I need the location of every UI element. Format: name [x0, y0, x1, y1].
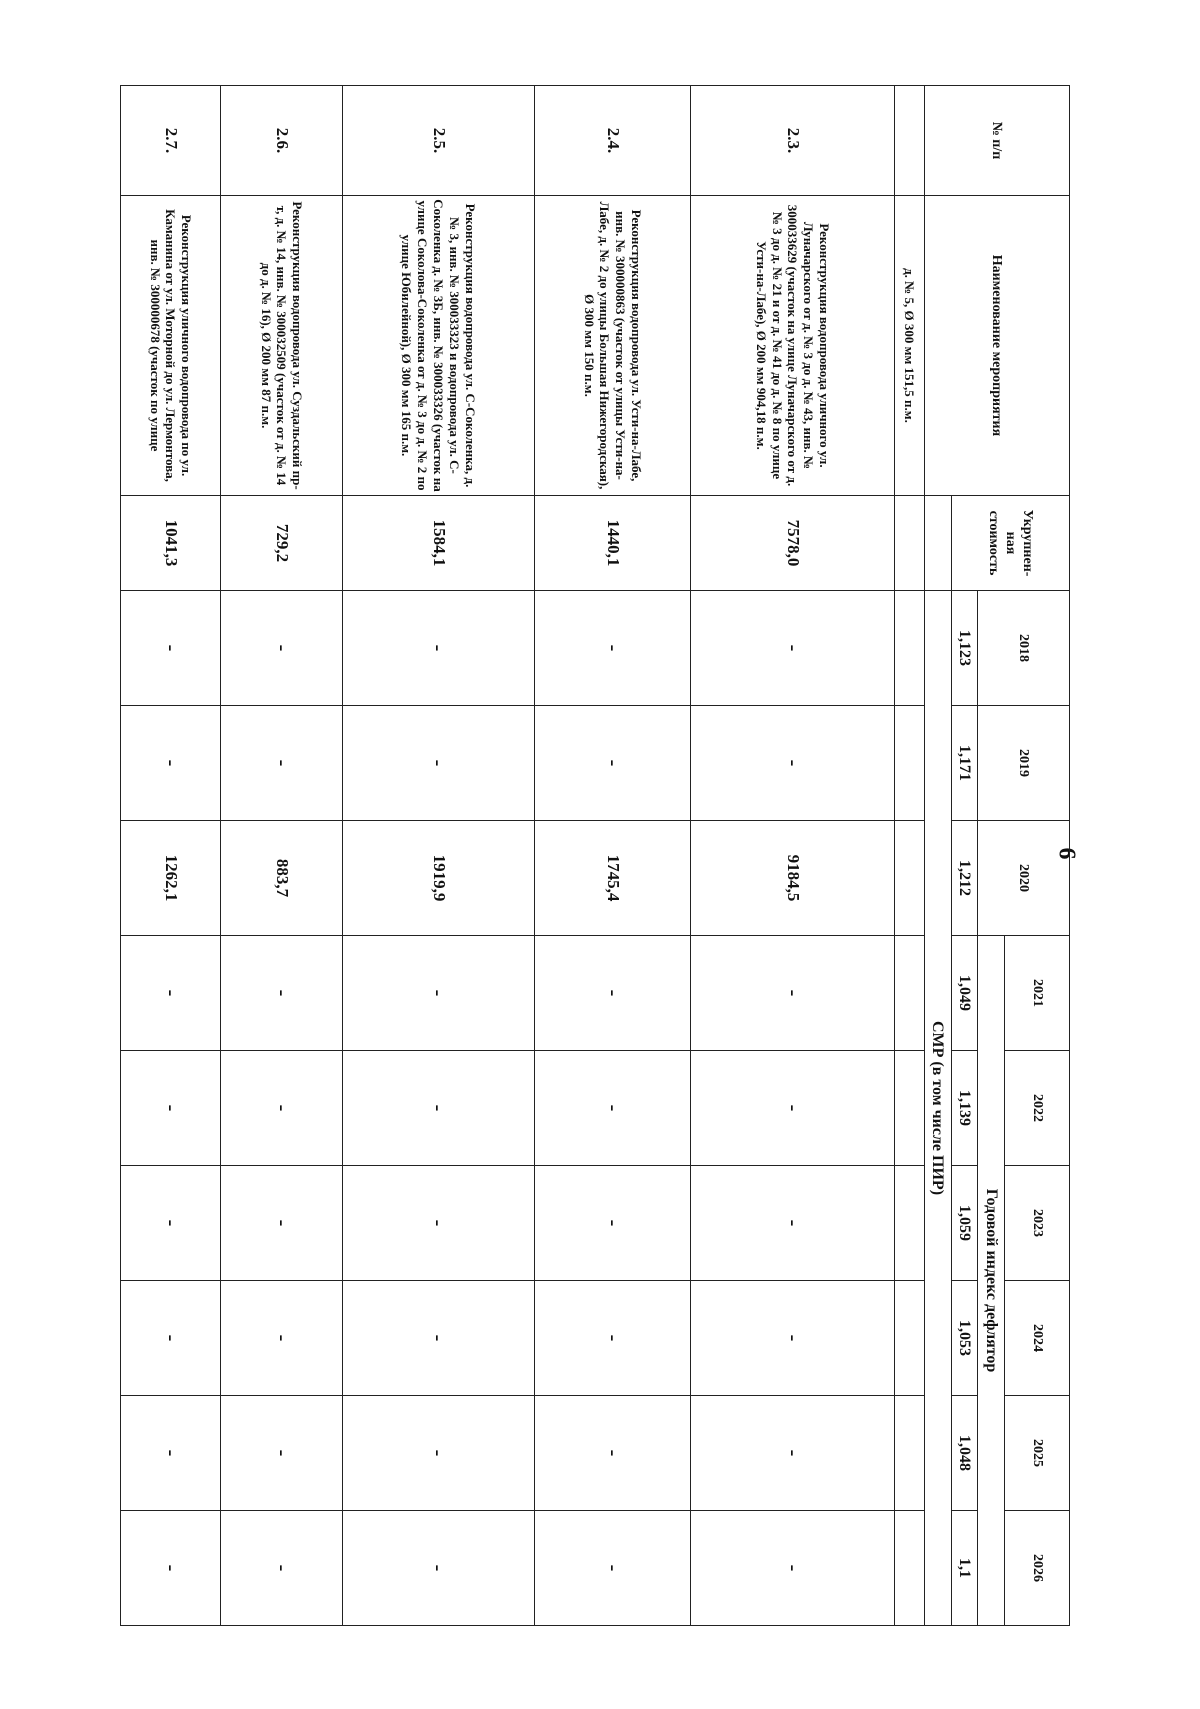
- header-cost-blank: [924, 496, 951, 591]
- smr-label: СМР (в том числе ПИР): [924, 591, 951, 1626]
- row-year-value: -: [534, 1396, 691, 1511]
- table-row: [691, 86, 894, 1626]
- row-number: 2.7.: [121, 86, 221, 196]
- deflator-label: Годовой индекс дефлятор: [978, 936, 1005, 1626]
- deflator-value: 1,123: [951, 591, 978, 706]
- header-year: 2018: [978, 591, 1070, 706]
- row-year-value: 1745,4: [534, 821, 691, 936]
- row-year-value: -: [342, 936, 534, 1051]
- header-year: 2021: [1004, 936, 1069, 1051]
- row-year-value: [894, 936, 924, 1051]
- row-year-value: -: [220, 591, 342, 706]
- header-year: 2024: [1004, 1281, 1069, 1396]
- row-year-value: -: [691, 1511, 894, 1626]
- deflator-value: 1,1: [951, 1511, 978, 1626]
- header-name: Наименование мероприятия: [924, 196, 1069, 496]
- row-number: 2.4.: [534, 86, 691, 196]
- page-number: 6: [1053, 847, 1080, 860]
- row-year-value: -: [534, 1511, 691, 1626]
- row-year-value: -: [342, 1281, 534, 1396]
- header-cost: Укрупнен-ная стоимость: [951, 496, 1069, 591]
- row-year-value: -: [121, 706, 221, 821]
- row-year-value: -: [534, 1051, 691, 1166]
- header-year: 2019: [978, 706, 1070, 821]
- row-year-value: 1919,9: [342, 821, 534, 936]
- row-year-value: [894, 1051, 924, 1166]
- row-year-value: -: [342, 1396, 534, 1511]
- header-year: 2026: [1004, 1511, 1069, 1626]
- deflator-value: 1,049: [951, 936, 978, 1051]
- deflator-value: 1,212: [951, 821, 978, 936]
- row-cost: 1584,1: [342, 496, 534, 591]
- row-year-value: -: [220, 1396, 342, 1511]
- row-year-value: -: [534, 591, 691, 706]
- row-year-value: [894, 1166, 924, 1281]
- investment-program-table: [120, 85, 1070, 1626]
- row-year-value: -: [691, 1281, 894, 1396]
- row-year-value: -: [220, 1166, 342, 1281]
- row-year-value: 1262,1: [121, 821, 221, 936]
- row-year-value: [894, 706, 924, 821]
- row-year-value: 9184,5: [691, 821, 894, 936]
- row-year-value: -: [342, 706, 534, 821]
- header-year: 2020: [978, 821, 1070, 936]
- row-year-value: [894, 1396, 924, 1511]
- row-cost: 1440,1: [534, 496, 691, 591]
- table-row: [894, 86, 924, 1626]
- row-year-value: -: [121, 1281, 221, 1396]
- header-no: № п/п: [924, 86, 1069, 196]
- row-cost: 7578,0: [691, 496, 894, 591]
- deflator-value: 1,171: [951, 706, 978, 821]
- row-number: 2.5.: [342, 86, 534, 196]
- row-year-value: -: [691, 1396, 894, 1511]
- table-row: [534, 86, 691, 1626]
- row-year-value: -: [342, 591, 534, 706]
- row-year-value: -: [691, 706, 894, 821]
- deflator-value: 1,059: [951, 1166, 978, 1281]
- row-year-value: -: [534, 1166, 691, 1281]
- row-name: Реконструкция водопровода уличного ул. Луначарского от д. № 3 до д. № 43, инв. № 300033629 (участок на улице Луначарского от д. № 3 до д. № 21 и от д. № 41 до д. № 8 по улице Усти-на-Лабе), Ø 200 мм 904,18 п.м.: [691, 196, 894, 496]
- row-year-value: -: [220, 1051, 342, 1166]
- row-name: Реконструкция уличного водопровода по ул. Каманина от ул. Моторной до ул. Лермонтова, инв. № 300000678 (участок по улице: [121, 196, 221, 496]
- row-year-value: -: [121, 591, 221, 706]
- row-name: д. № 5, Ø 300 мм 151,5 п.м.: [894, 196, 924, 496]
- row-year-value: -: [121, 1166, 221, 1281]
- row-year-value: [894, 821, 924, 936]
- row-number: 2.6.: [220, 86, 342, 196]
- row-name: Реконструкция водопровода ул. Усти-на-Лабе, инв. № 300000863 (участок от улицы Усти-на-Лабе, д. № 2 до улицы Большая Нижегородская), Ø 300 мм 150 п.м.: [534, 196, 691, 496]
- row-year-value: [894, 591, 924, 706]
- row-year-value: -: [534, 706, 691, 821]
- row-number: 2.3.: [691, 86, 894, 196]
- row-cost: 729,2: [220, 496, 342, 591]
- row-year-value: -: [691, 936, 894, 1051]
- row-year-value: -: [121, 936, 221, 1051]
- row-year-value: -: [691, 591, 894, 706]
- row-year-value: -: [534, 1281, 691, 1396]
- deflator-value: 1,048: [951, 1396, 978, 1511]
- row-year-value: -: [534, 936, 691, 1051]
- row-year-value: -: [220, 1511, 342, 1626]
- row-year-value: -: [342, 1511, 534, 1626]
- rotated-table-wrapper: [120, 85, 1070, 1625]
- row-year-value: -: [342, 1051, 534, 1166]
- row-year-value: -: [121, 1396, 221, 1511]
- row-number: [894, 86, 924, 196]
- row-year-value: [894, 1281, 924, 1396]
- deflator-value: 1,139: [951, 1051, 978, 1166]
- row-year-value: -: [691, 1166, 894, 1281]
- row-year-value: -: [220, 936, 342, 1051]
- table-row: [121, 86, 221, 1626]
- header-year: 2022: [1004, 1051, 1069, 1166]
- row-year-value: -: [121, 1511, 221, 1626]
- table-row: [342, 86, 534, 1626]
- row-year-value: -: [691, 1051, 894, 1166]
- row-cost: [894, 496, 924, 591]
- row-year-value: 883,7: [220, 821, 342, 936]
- row-year-value: [894, 1511, 924, 1626]
- row-name: Реконструкция водопровода ул. Суздальский пр-т, д. № 14, инв. № 300032509 (участок от д. № 14 до д. № 16), Ø 200 мм 87 п.м.: [220, 196, 342, 496]
- header-year: 2023: [1004, 1166, 1069, 1281]
- table-row: [220, 86, 342, 1626]
- row-year-value: -: [121, 1051, 221, 1166]
- deflator-value: 1,053: [951, 1281, 978, 1396]
- row-cost: 1041,3: [121, 496, 221, 591]
- header-row-years: [1004, 86, 1069, 1626]
- row-year-value: -: [220, 1281, 342, 1396]
- row-year-value: -: [342, 1166, 534, 1281]
- row-year-value: -: [220, 706, 342, 821]
- header-year: 2025: [1004, 1396, 1069, 1511]
- row-name: Реконструкция водопровода ул. С-Соколенка, д. № 3, инв. № 300033323 и водопровода ул. С-Соколенка д. № 3Б, инв. № 300033326 (участок на улице Соколова-Соколенка от д. № 3 до д. № 2 по улице Юбилейной), Ø 300 мм 165 п.м.: [342, 196, 534, 496]
